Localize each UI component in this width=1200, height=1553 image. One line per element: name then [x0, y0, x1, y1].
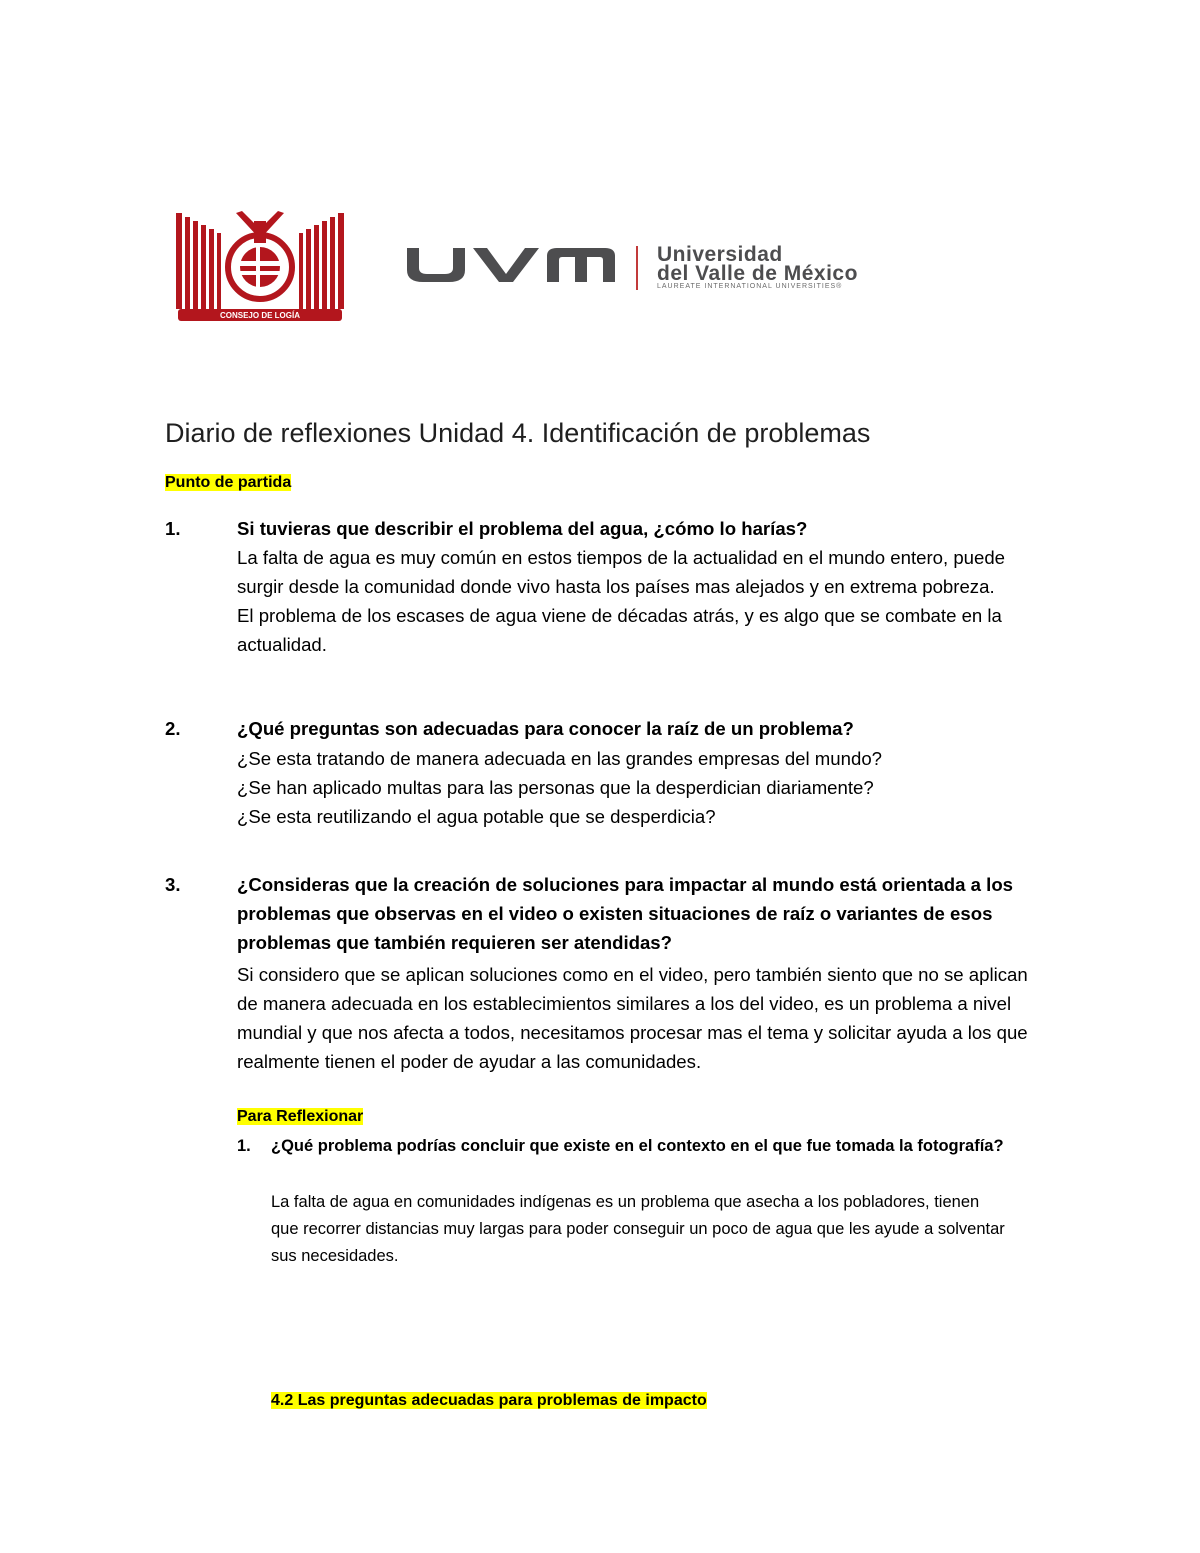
uvm-logo: [405, 244, 930, 294]
question-text: ¿Qué preguntas son adecuadas para conocer la raíz de un problema?: [237, 718, 854, 739]
uvm-name-line1: Universidad: [657, 243, 783, 266]
question-number: 3.: [165, 874, 181, 895]
uvm-letters-icon: [405, 244, 617, 284]
question-number: 1.: [237, 1137, 251, 1155]
uvm-divider: [636, 246, 638, 290]
question-text: ¿Qué problema podrías concluir que existe en el contexto en el que fue tomada la fotografía?: [271, 1137, 1004, 1155]
section-label-text: 4.2 Las preguntas adecuadas para problemas de impacto: [271, 1392, 707, 1409]
section-label-para-reflexionar: [237, 1106, 363, 1128]
seal-emblem-icon: [174, 209, 346, 323]
answer-paragraph: La falta de agua en comunidades indígenas es un problema que asecha a los pobladores, tienen que recorrer distancias muy largas para poder conseguir un poco de agua que les ayude a solventar sus necesidades.: [271, 1193, 1005, 1265]
answer-paragraph: El problema de los escases de agua viene de décadas atrás, y es algo que se combate en la actualidad.: [237, 605, 1002, 655]
question-number: 1.: [165, 518, 181, 539]
answer-line: ¿Se han aplicado multas para las personas que la desperdician diariamente?: [237, 777, 874, 798]
uvm-name-line2: del Valle de México: [657, 262, 858, 285]
university-seal-logo: [174, 209, 346, 323]
answer-block: [237, 744, 1037, 831]
question-number: 2.: [165, 718, 181, 739]
section-label-punto-de-partida: [165, 472, 291, 494]
seal-caption: CONSEJO DE LOGÍA: [219, 311, 301, 320]
section-label-text: Punto de partida: [165, 474, 292, 491]
answer-block: [237, 960, 1037, 1076]
answer-line: ¿Se esta reutilizando el agua potable que se desperdicia?: [237, 806, 716, 827]
answer-block: [271, 1189, 1011, 1270]
uvm-tagline: LAUREATE INTERNATIONAL UNIVERSITIES®: [657, 283, 843, 290]
answer-paragraph: Si considero que se aplican soluciones como en el video, pero también siento que no se aplican de manera adecuada en los establecimientos similares a los del video, es un problema a nivel mundial y que nos afecta a todos, necesitamos procesar mas el tema y solicitar ayuda a los que realmente tienen el poder de ayudar a las comunidades.: [237, 964, 1028, 1072]
section-label-preguntas-adecuadas: [271, 1390, 707, 1412]
question-text: Si tuvieras que describir el problema del agua, ¿cómo lo harías?: [237, 518, 808, 539]
page-title: Diario de reflexiones Unidad 4. Identificación de problemas: [165, 418, 871, 448]
answer-block: [237, 543, 1037, 659]
section-label-text: Para Reflexionar: [237, 1108, 364, 1125]
question-text: ¿Consideras que la creación de soluciones para impactar al mundo está orientada a los problemas que observas en el video o existen situaciones de raíz o variantes de esos problemas que también requieren ser atendidas?: [237, 874, 1014, 953]
answer-line: ¿Se esta tratando de manera adecuada en las grandes empresas del mundo?: [237, 748, 882, 769]
answer-paragraph: La falta de agua es muy común en estos tiempos de la actualidad en el mundo entero, puede surgir desde la comunidad donde vivo hasta los países mas alejados y en extrema pobreza.: [237, 547, 1006, 597]
